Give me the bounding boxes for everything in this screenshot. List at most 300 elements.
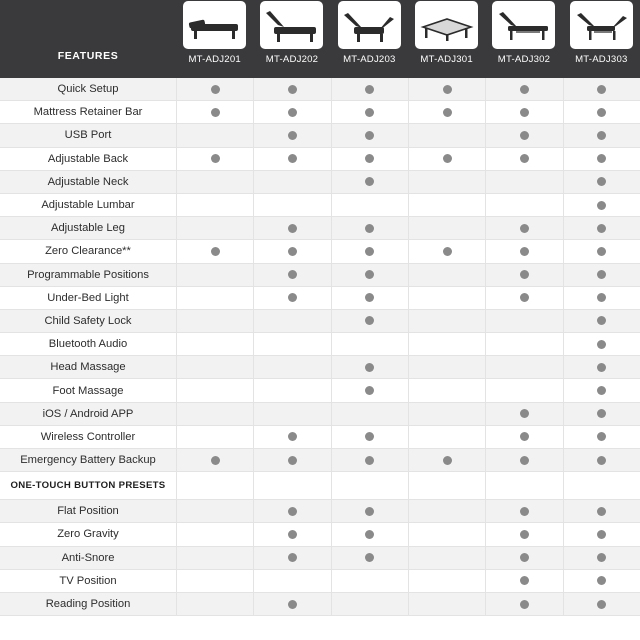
row-cells	[176, 148, 640, 171]
feature-label: Wireless Controller	[0, 426, 176, 449]
feature-available-dot	[443, 247, 452, 256]
table-cell	[485, 523, 562, 545]
table-cell	[253, 449, 330, 471]
table-cell	[176, 449, 253, 471]
table-row	[0, 287, 640, 310]
model-column	[176, 0, 253, 78]
table-cell	[331, 101, 408, 123]
table-cell	[176, 333, 253, 355]
table-cell	[331, 264, 408, 286]
feature-available-dot	[211, 108, 220, 117]
table-cell	[485, 403, 562, 425]
feature-available-dot	[288, 247, 297, 256]
row-cells	[176, 171, 640, 194]
row-cells	[176, 333, 640, 356]
section-empty-cells	[176, 472, 640, 500]
table-row	[0, 523, 640, 546]
feature-available-dot	[365, 432, 374, 441]
table-cell	[176, 264, 253, 286]
row-cells	[176, 403, 640, 426]
table-row	[0, 310, 640, 333]
table-row	[0, 547, 640, 570]
feature-available-dot	[365, 85, 374, 94]
table-cell	[176, 124, 253, 146]
table-cell	[485, 547, 562, 569]
feature-label: Quick Setup	[0, 78, 176, 101]
table-cell	[485, 449, 562, 471]
feature-available-dot	[597, 224, 606, 233]
table-cell	[563, 194, 640, 216]
table-row	[0, 379, 640, 402]
row-cells	[176, 264, 640, 287]
table-cell	[408, 426, 485, 448]
table-cell	[331, 449, 408, 471]
table-cell	[408, 379, 485, 401]
feature-available-dot	[520, 154, 529, 163]
feature-label: Under-Bed Light	[0, 287, 176, 310]
feature-available-dot	[597, 409, 606, 418]
table-cell	[331, 333, 408, 355]
feature-available-dot	[288, 456, 297, 465]
feature-available-dot	[597, 201, 606, 210]
bed-platform-icon	[415, 1, 478, 49]
section-header-row	[0, 472, 640, 500]
feature-available-dot	[443, 85, 452, 94]
table-cell	[331, 570, 408, 592]
table-cell	[176, 194, 253, 216]
table-cell	[331, 547, 408, 569]
model-name: MT-ADJ201	[188, 54, 241, 65]
table-cell	[408, 547, 485, 569]
table-cell	[485, 101, 562, 123]
table-cell	[253, 356, 330, 378]
table-cell	[408, 310, 485, 332]
feature-available-dot	[597, 154, 606, 163]
table-cell	[408, 194, 485, 216]
bed-flat-icon	[183, 1, 246, 49]
table-cell	[331, 403, 408, 425]
table-cell	[408, 570, 485, 592]
feature-label: Adjustable Leg	[0, 217, 176, 240]
feature-available-dot	[288, 507, 297, 516]
table-cell	[176, 379, 253, 401]
table-row	[0, 101, 640, 124]
features-column-header: FEATURES	[57, 50, 119, 62]
feature-available-dot	[597, 507, 606, 516]
table-cell	[253, 171, 330, 193]
feature-available-dot	[365, 154, 374, 163]
table-row	[0, 403, 640, 426]
model-name: MT-ADJ203	[343, 54, 396, 65]
feature-label: Emergency Battery Backup	[0, 449, 176, 472]
table-row	[0, 148, 640, 171]
table-cell	[331, 356, 408, 378]
row-cells	[176, 78, 640, 101]
table-cell	[485, 171, 562, 193]
feature-available-dot	[365, 553, 374, 562]
row-cells	[176, 240, 640, 263]
table-cell	[563, 333, 640, 355]
table-cell	[485, 264, 562, 286]
table-cell	[563, 500, 640, 522]
table-cell	[176, 310, 253, 332]
feature-available-dot	[288, 432, 297, 441]
feature-label: Anti-Snore	[0, 547, 176, 570]
row-cells	[176, 570, 640, 593]
row-cells	[176, 194, 640, 217]
section-title: ONE-TOUCH BUTTON PRESETS	[0, 472, 176, 500]
table-cell	[408, 101, 485, 123]
row-cells	[176, 124, 640, 147]
table-cell	[331, 379, 408, 401]
table-cell	[176, 472, 253, 499]
feature-label: Adjustable Lumbar	[0, 194, 176, 217]
table-cell	[176, 426, 253, 448]
table-cell	[176, 78, 253, 100]
table-cell	[563, 287, 640, 309]
table-cell	[253, 194, 330, 216]
table-cell	[485, 500, 562, 522]
row-cells	[176, 310, 640, 333]
model-column	[408, 0, 485, 78]
table-cell	[331, 148, 408, 170]
feature-available-dot	[597, 270, 606, 279]
table-cell	[408, 124, 485, 146]
feature-label: Foot Massage	[0, 379, 176, 402]
feature-available-dot	[520, 432, 529, 441]
table-row	[0, 240, 640, 263]
table-cell	[253, 403, 330, 425]
feature-available-dot	[288, 224, 297, 233]
feature-available-dot	[597, 456, 606, 465]
table-row	[0, 264, 640, 287]
feature-available-dot	[211, 247, 220, 256]
table-cell	[253, 287, 330, 309]
feature-available-dot	[288, 270, 297, 279]
feature-available-dot	[365, 108, 374, 117]
feature-available-dot	[288, 131, 297, 140]
feature-available-dot	[365, 224, 374, 233]
feature-label: Zero Clearance**	[0, 240, 176, 263]
feature-available-dot	[211, 154, 220, 163]
feature-available-dot	[365, 363, 374, 372]
model-columns	[176, 0, 640, 78]
table-cell	[408, 356, 485, 378]
table-cell	[408, 217, 485, 239]
table-cell	[176, 217, 253, 239]
feature-available-dot	[365, 456, 374, 465]
table-cell	[563, 101, 640, 123]
feature-label: Flat Position	[0, 500, 176, 523]
row-cells	[176, 379, 640, 402]
feature-available-dot	[597, 576, 606, 585]
table-cell	[176, 570, 253, 592]
table-cell	[331, 240, 408, 262]
table-cell	[485, 570, 562, 592]
table-cell	[408, 333, 485, 355]
table-row	[0, 171, 640, 194]
feature-available-dot	[520, 409, 529, 418]
table-cell	[563, 78, 640, 100]
bed-head-foot-frame-icon	[570, 1, 633, 49]
table-cell	[331, 217, 408, 239]
table-cell	[176, 403, 253, 425]
feature-available-dot	[443, 456, 452, 465]
table-cell	[485, 379, 562, 401]
row-cells	[176, 217, 640, 240]
table-cell	[253, 547, 330, 569]
row-cells	[176, 287, 640, 310]
table-cell	[408, 148, 485, 170]
bed-head-raised-frame-icon	[492, 1, 555, 49]
row-cells	[176, 101, 640, 124]
model-name: MT-ADJ301	[420, 54, 473, 65]
feature-available-dot	[365, 507, 374, 516]
table-cell	[408, 449, 485, 471]
table-cell	[331, 171, 408, 193]
table-row	[0, 449, 640, 472]
feature-available-dot	[597, 247, 606, 256]
feature-available-dot	[520, 600, 529, 609]
table-cell	[408, 500, 485, 522]
feature-available-dot	[288, 600, 297, 609]
table-cell	[485, 148, 562, 170]
table-row	[0, 217, 640, 240]
table-header	[0, 0, 640, 78]
table-cell	[408, 171, 485, 193]
table-cell	[253, 148, 330, 170]
table-cell	[253, 500, 330, 522]
table-cell	[176, 356, 253, 378]
feature-available-dot	[288, 553, 297, 562]
table-cell	[253, 217, 330, 239]
table-cell	[408, 264, 485, 286]
table-cell	[253, 523, 330, 545]
model-column	[563, 0, 640, 78]
model-column	[331, 0, 408, 78]
feature-label: Adjustable Neck	[0, 171, 176, 194]
row-cells	[176, 523, 640, 546]
feature-available-dot	[597, 530, 606, 539]
feature-available-dot	[365, 386, 374, 395]
model-column	[485, 0, 562, 78]
feature-available-dot	[597, 432, 606, 441]
feature-available-dot	[520, 131, 529, 140]
feature-available-dot	[597, 293, 606, 302]
feature-available-dot	[597, 386, 606, 395]
feature-label: Bluetooth Audio	[0, 333, 176, 356]
feature-available-dot	[288, 154, 297, 163]
table-cell	[176, 593, 253, 615]
feature-label: Mattress Retainer Bar	[0, 101, 176, 124]
feature-available-dot	[520, 247, 529, 256]
table-cell	[563, 403, 640, 425]
feature-available-dot	[288, 85, 297, 94]
table-cell	[331, 287, 408, 309]
table-cell	[253, 570, 330, 592]
table-cell	[563, 310, 640, 332]
comparison-table-body	[0, 78, 640, 616]
table-cell	[408, 593, 485, 615]
table-cell	[253, 264, 330, 286]
table-cell	[253, 379, 330, 401]
table-row	[0, 194, 640, 217]
table-cell	[563, 570, 640, 592]
table-row	[0, 78, 640, 101]
table-cell	[331, 500, 408, 522]
table-cell	[563, 356, 640, 378]
feature-label: Child Safety Lock	[0, 310, 176, 333]
feature-label: Zero Gravity	[0, 523, 176, 546]
table-cell	[253, 310, 330, 332]
table-cell	[485, 333, 562, 355]
table-cell	[253, 124, 330, 146]
table-cell	[176, 523, 253, 545]
table-cell	[408, 240, 485, 262]
table-cell	[253, 472, 330, 499]
feature-available-dot	[365, 316, 374, 325]
table-row	[0, 500, 640, 523]
row-cells	[176, 500, 640, 523]
table-row	[0, 426, 640, 449]
table-cell	[485, 426, 562, 448]
table-cell	[563, 148, 640, 170]
feature-available-dot	[520, 293, 529, 302]
table-cell	[563, 523, 640, 545]
table-cell	[253, 101, 330, 123]
feature-label: Reading Position	[0, 593, 176, 616]
table-cell	[485, 356, 562, 378]
table-cell	[485, 78, 562, 100]
table-cell	[563, 379, 640, 401]
table-cell	[253, 240, 330, 262]
feature-label: iOS / Android APP	[0, 403, 176, 426]
feature-label: Head Massage	[0, 356, 176, 379]
feature-available-dot	[211, 456, 220, 465]
table-row	[0, 124, 640, 147]
feature-available-dot	[597, 316, 606, 325]
table-cell	[485, 194, 562, 216]
table-cell	[253, 426, 330, 448]
bed-head-foot-raised-icon	[338, 1, 401, 49]
table-cell	[485, 240, 562, 262]
table-cell	[331, 523, 408, 545]
feature-available-dot	[597, 85, 606, 94]
table-cell	[331, 124, 408, 146]
feature-available-dot	[520, 507, 529, 516]
table-cell	[563, 240, 640, 262]
feature-available-dot	[597, 600, 606, 609]
feature-available-dot	[288, 108, 297, 117]
table-row	[0, 356, 640, 379]
feature-available-dot	[597, 340, 606, 349]
feature-available-dot	[597, 177, 606, 186]
table-cell	[176, 171, 253, 193]
table-cell	[253, 333, 330, 355]
row-cells	[176, 593, 640, 616]
table-cell	[331, 310, 408, 332]
table-cell	[253, 593, 330, 615]
feature-available-dot	[520, 456, 529, 465]
table-cell	[485, 287, 562, 309]
feature-available-dot	[365, 177, 374, 186]
feature-available-dot	[365, 530, 374, 539]
feature-available-dot	[211, 85, 220, 94]
model-name: MT-ADJ202	[265, 54, 319, 65]
row-cells	[176, 356, 640, 379]
table-cell	[408, 287, 485, 309]
feature-available-dot	[520, 108, 529, 117]
feature-available-dot	[597, 108, 606, 117]
table-cell	[485, 472, 562, 499]
feature-available-dot	[520, 270, 529, 279]
table-cell	[408, 472, 485, 499]
feature-available-dot	[288, 530, 297, 539]
row-cells	[176, 547, 640, 570]
feature-available-dot	[365, 131, 374, 140]
table-cell	[563, 264, 640, 286]
table-cell	[176, 547, 253, 569]
table-cell	[331, 472, 408, 499]
feature-label: TV Position	[0, 570, 176, 593]
feature-available-dot	[597, 131, 606, 140]
feature-available-dot	[443, 108, 452, 117]
table-cell	[563, 593, 640, 615]
table-row	[0, 593, 640, 616]
feature-label: Programmable Positions	[0, 264, 176, 287]
table-cell	[563, 449, 640, 471]
table-row	[0, 570, 640, 593]
row-cells	[176, 426, 640, 449]
table-cell	[331, 426, 408, 448]
feature-available-dot	[365, 293, 374, 302]
table-cell	[176, 240, 253, 262]
feature-available-dot	[520, 85, 529, 94]
feature-available-dot	[520, 224, 529, 233]
table-cell	[563, 171, 640, 193]
feature-label: Adjustable Back	[0, 148, 176, 171]
table-cell	[331, 78, 408, 100]
table-cell	[176, 148, 253, 170]
feature-available-dot	[520, 553, 529, 562]
bed-head-raised-icon	[260, 1, 323, 49]
table-cell	[563, 426, 640, 448]
table-cell	[563, 217, 640, 239]
table-cell	[563, 547, 640, 569]
table-cell	[176, 500, 253, 522]
table-cell	[253, 78, 330, 100]
row-cells	[176, 449, 640, 472]
model-column	[253, 0, 330, 78]
table-cell	[408, 78, 485, 100]
table-cell	[331, 194, 408, 216]
table-cell	[176, 101, 253, 123]
feature-available-dot	[365, 270, 374, 279]
feature-available-dot	[520, 576, 529, 585]
model-name: MT-ADJ303	[575, 54, 628, 65]
table-cell	[408, 523, 485, 545]
feature-label: USB Port	[0, 124, 176, 147]
feature-available-dot	[443, 154, 452, 163]
table-row	[0, 333, 640, 356]
feature-available-dot	[365, 247, 374, 256]
feature-available-dot	[520, 530, 529, 539]
table-cell	[331, 593, 408, 615]
table-cell	[485, 310, 562, 332]
table-cell	[485, 124, 562, 146]
feature-available-dot	[597, 553, 606, 562]
feature-available-dot	[597, 363, 606, 372]
